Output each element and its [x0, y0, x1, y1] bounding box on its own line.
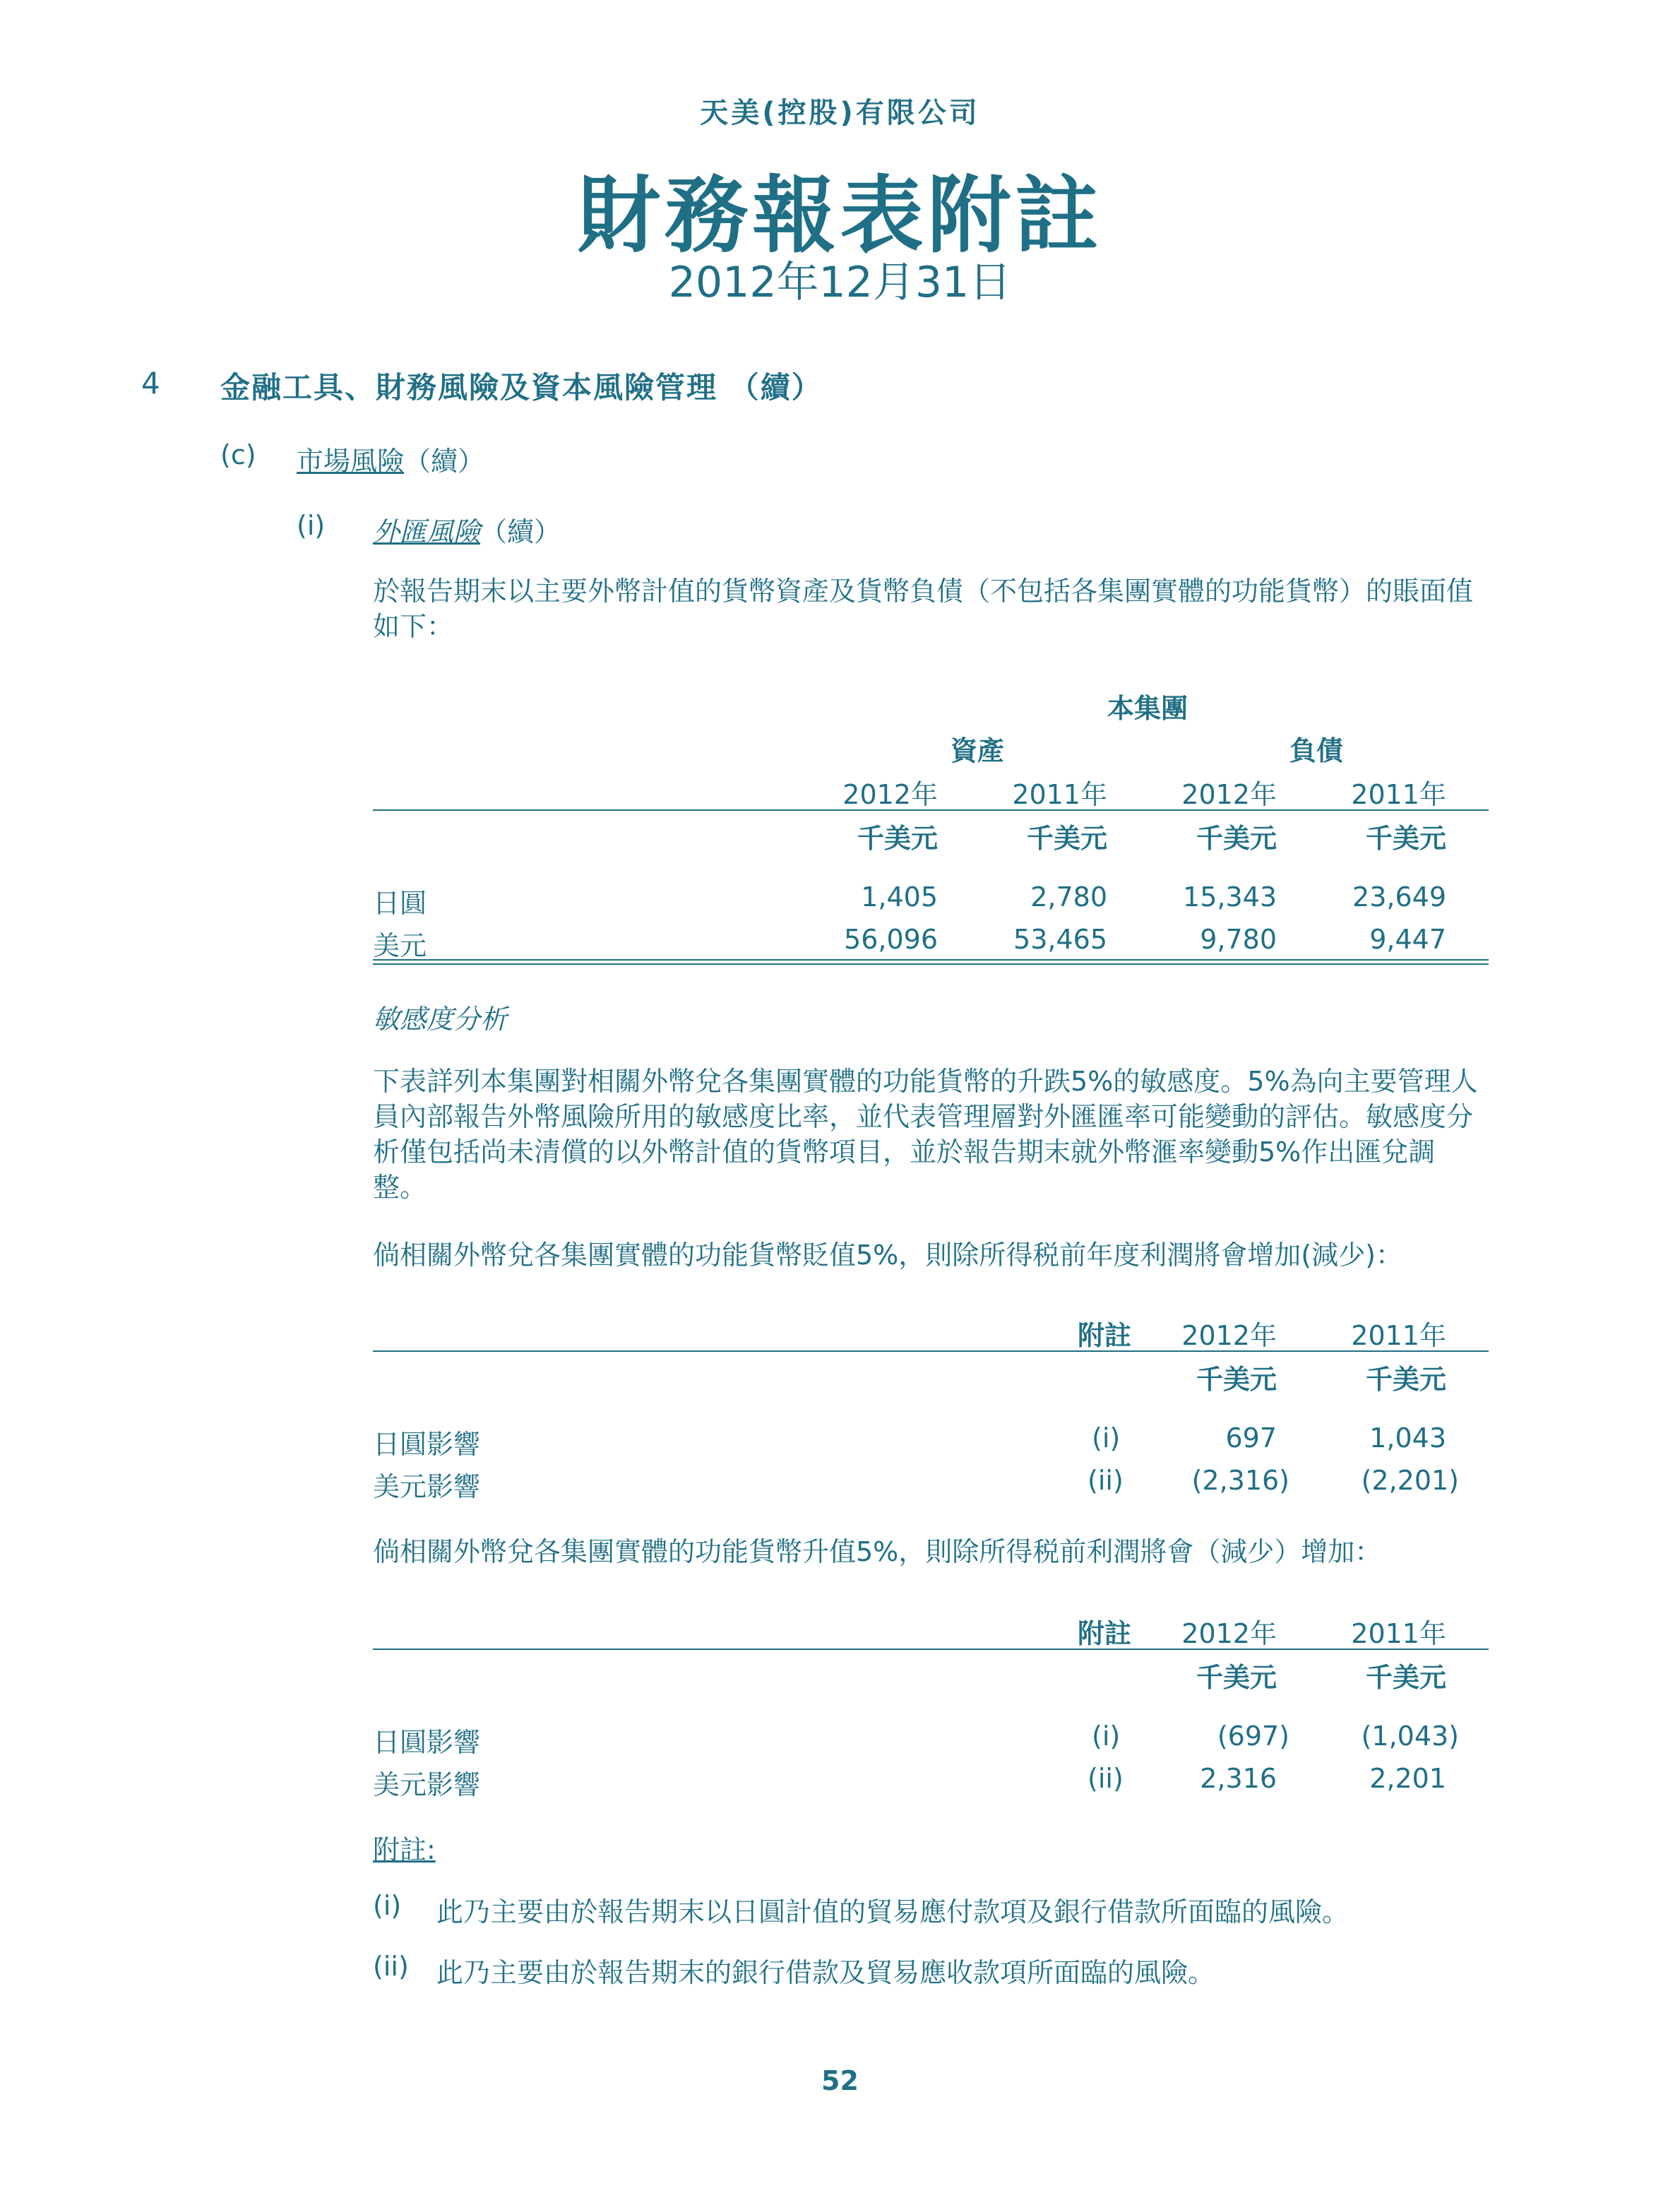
sensitivity-paragraph: 下表詳列本集團對相關外幣兌各集團實體的功能貨幣的升跌5%的敏感度。5%為向主要管理人員內部報告外幣風險所用的敏感度比率，並代表管理層對外匯匯率可能變動的評估。敏感度分析僅包括尚未清償的以外幣計值的貨幣項目，並於報告期末就外幣滙率變動5%作出匯兌調整。	[373, 1066, 1478, 1203]
table1-unit-header: 千美元	[1196, 823, 1277, 854]
table3-row-note: (ii)	[1088, 1763, 1124, 1794]
subsection-c-mark: (c)	[220, 439, 256, 470]
table1-cell: 15,343	[1183, 881, 1277, 913]
table1-unit-header: 千美元	[1365, 823, 1446, 854]
table1-cell: 9,447	[1369, 924, 1446, 955]
subsection-i-title	[373, 510, 561, 549]
table3-header-rule	[373, 1649, 1489, 1650]
table2-cell: 697	[1225, 1422, 1277, 1454]
table3-cell: 2,316	[1200, 1763, 1277, 1794]
table1-unit-header: 千美元	[857, 823, 938, 854]
table2-unit-header: 千美元	[1196, 1364, 1277, 1395]
intro-paragraph: 於報告期末以主要外幣計值的貨幣資產及貨幣負債（不包括各集團實體的功能貨幣）的賬面值如下：	[373, 576, 1474, 642]
table3-unit-header: 千美元	[1365, 1662, 1446, 1693]
table2-header-rule	[373, 1350, 1489, 1352]
table1-cell: 9,780	[1200, 924, 1277, 955]
table1-cell: 2,780	[1030, 881, 1107, 913]
note-mark: (ii)	[373, 1951, 409, 1982]
table3-row-label: 美元影響	[373, 1769, 481, 1800]
table1-row-label: 美元	[373, 930, 427, 961]
table2-unit-header: 千美元	[1365, 1364, 1446, 1395]
table3-cell: 2,201	[1369, 1763, 1446, 1794]
table1-year-header: 2012年	[842, 779, 938, 810]
table2-cell: (2,201)	[1361, 1465, 1459, 1496]
table1-year-header: 2012年	[1181, 779, 1277, 810]
note-text: 此乃主要由於報告期末以日圓計值的貿易應付款項及銀行借款所面臨的風險。	[436, 1896, 1350, 1927]
subsection-i-suffix: （續）	[480, 516, 561, 547]
table1-cell: 53,465	[1013, 924, 1107, 955]
table3-row-label: 日圓影響	[373, 1727, 481, 1758]
table3-intro: 倘相關外幣兌各集團實體的功能貨幣升值5%，則除所得税前利潤將會（減少）增加：	[373, 1536, 1382, 1567]
table3-cell: (1,043)	[1361, 1721, 1459, 1752]
company-name: 天美(控股)有限公司	[700, 97, 980, 129]
table2-cell: (2,316)	[1191, 1465, 1289, 1496]
subsection-c-title	[297, 439, 484, 478]
table1-total-rule	[373, 959, 1489, 965]
page-title: 財務報表附註	[577, 167, 1103, 264]
report-date: 2012年12月31日	[668, 258, 1012, 307]
subsection-i-mark: (i)	[297, 510, 326, 541]
table1-unit-header: 千美元	[1026, 823, 1107, 854]
section-title: 金融工具、財務風險及資本風險管理 （續）	[220, 370, 823, 405]
table1-group-header: 本集團	[1107, 693, 1188, 724]
table2-year-header: 2011年	[1351, 1320, 1446, 1351]
table2-row-note: (ii)	[1088, 1465, 1124, 1496]
table2-cell: 1,043	[1369, 1422, 1446, 1454]
table3-row-note: (i)	[1092, 1721, 1121, 1752]
table3-unit-header: 千美元	[1196, 1662, 1277, 1693]
table3-cell: (697)	[1217, 1721, 1289, 1752]
table1-assets-header: 資產	[951, 735, 1005, 766]
table2-row-note: (i)	[1092, 1422, 1121, 1454]
table2-note-header: 附註	[1078, 1320, 1132, 1351]
subsection-i-title-text: 外匯風險	[373, 516, 481, 547]
table2-row-label: 日圓影響	[373, 1429, 481, 1460]
table1-header-rule	[373, 809, 1489, 811]
table3-year-header: 2011年	[1351, 1618, 1446, 1649]
sensitivity-heading: 敏感度分析	[373, 1004, 508, 1035]
notes-heading: 附註:	[373, 1834, 436, 1865]
note-text: 此乃主要由於報告期末的銀行借款及貿易應收款項所面臨的風險。	[436, 1957, 1215, 1988]
table2-intro: 倘相關外幣兌各集團實體的功能貨幣貶值5%，則除所得税前年度利潤將會增加(減少)：	[373, 1240, 1402, 1271]
table1-cell: 23,649	[1352, 881, 1446, 913]
subsection-c-suffix: （續）	[404, 446, 485, 477]
note-mark: (i)	[373, 1890, 402, 1921]
table2-row-label: 美元影響	[373, 1471, 481, 1502]
table1-row-label: 日圓	[373, 888, 427, 919]
subsection-c-title-text: 市場風險	[297, 446, 405, 477]
table3-note-header: 附註	[1078, 1618, 1132, 1649]
section-number: 4	[141, 366, 160, 400]
table1-cell: 1,405	[861, 881, 938, 913]
table1-cell: 56,096	[844, 924, 938, 955]
table1-liabilities-header: 負債	[1289, 735, 1344, 766]
page-number: 52	[821, 2065, 859, 2096]
table1-year-header: 2011年	[1012, 779, 1107, 810]
table1-year-header: 2011年	[1351, 779, 1446, 810]
table3-year-header: 2012年	[1181, 1618, 1277, 1649]
table2-year-header: 2012年	[1181, 1320, 1277, 1351]
